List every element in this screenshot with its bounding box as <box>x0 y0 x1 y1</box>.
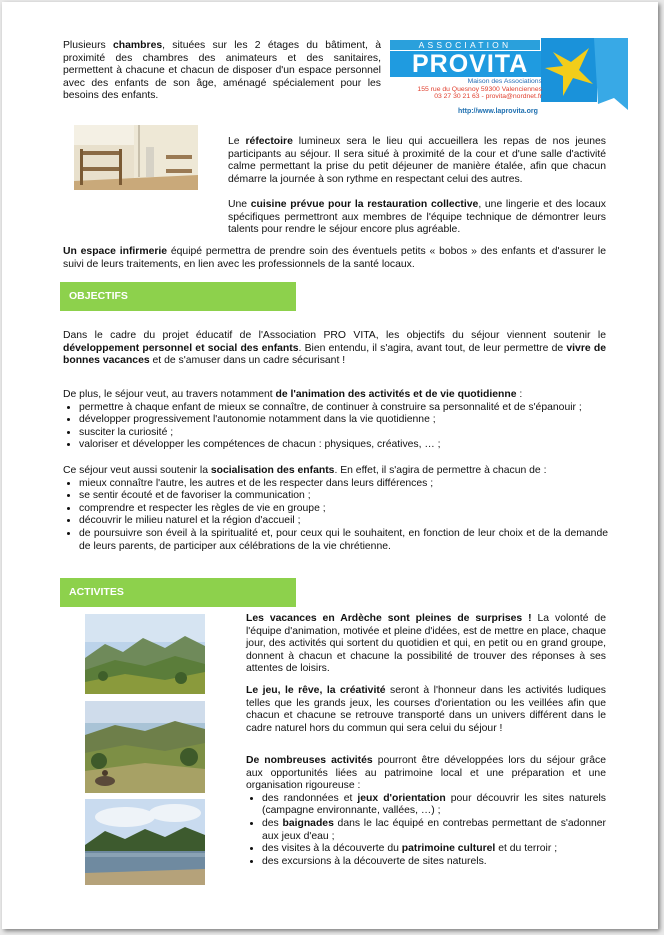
logo-url: http://www.laprovita.org <box>458 108 538 115</box>
list-item: • découvrir le milieu naturel et la région d'accueil ; <box>79 515 608 528</box>
logo-association-label: ASSOCIATION <box>390 40 540 50</box>
activites-jeu: Le jeu, le rêve, la créativité seront à l'honneur dans les activités ludiques telles que les grands jeux, les courses d'orientation ou les veillées afin que chacun et chacune se retrouve transporté dans un univers différent dans le cadre naturel hors du commun qui sera celui du séjour ! <box>246 685 606 734</box>
objectifs-heading: OBJECTIFS <box>60 282 296 311</box>
activites-heading: ACTIVITES <box>60 578 296 607</box>
star-icon <box>541 38 597 102</box>
refectoire-paragraph: Le réfectoire lumineux sera le lieu qui accueillera les repas de nos jeunes participants au séjour. Il sera situé à proximité de la cour et d'une salle d'activité calme permettant la prise du petit déjeuner de manière étalée, afin que chacun démarre la journée à son rythme en respectant celui des autres. <box>228 136 606 185</box>
objectifs-intro: Dans le cadre du projet éducatif de l'Association PRO VITA, les objectifs du séjour viennent soutenir le développement personnel et social des enfants. Bien entendu, il s'agira, avant tout, de leur permettre de vivre de bonnes vacances et de s'amuser dans un cadre sécurisant ! <box>63 330 607 367</box>
list-item: • des randonnées et jeux d'orientation pour découvrir les sites naturels (campagne environnante, vallées, …) ; <box>262 793 606 818</box>
cuisine-paragraph: Une cuisine prévue pour la restauration collective, une lingerie et des locaux spécifiques permettront aux membres de l'équipe technique de démontrer leurs talents pour rendre le séjour encore plus agréable. <box>228 199 606 236</box>
logo-swoosh <box>594 38 628 110</box>
list-item: • de poursuivre son éveil à la spiritualité et, pour ceux qui le souhaitent, en fonction de leur choix et de la demande de leurs parents, de participer aux célébrations de la vie chrétienne. <box>79 528 608 553</box>
mountain-valley-photo <box>85 614 205 694</box>
list-item: • valoriser et développer les compétences de chacun : physiques, créatives, … ; <box>79 439 608 452</box>
objectifs-socialisation: Ce séjour veut aussi soutenir la socialisation des enfants. En effet, il s'agira de permettre à chacun de : • mieux connaître l'autre, les autres et de les respecter dans leurs différences ; • se sentir écouté et de favoriser la communication ; • comprendre et respecter les règles de vie en groupe ; • découvrir le milieu naturel et la région d'accueil ; • de poursuivre son éveil à la spiritualité et, pour ceux qui le souhaitent, en fonction de leur choix et de la demande de leurs parents, de participer aux célébrations de la vie chrétienne. <box>63 465 608 553</box>
activites-surprises: Les vacances en Ardèche sont pleines de surprises ! La volonté de l'équipe d'animation, motivée et pleine d'idées, est de mettre en place, chaque jour, des activités qui sortent du quotidien et qui, en petit ou en grand groupe, donnent à chacun et chacune la possibilité de trouver des réponses à ses attentes de loisirs. <box>246 613 606 675</box>
dormitory-photo <box>74 125 198 190</box>
infirmerie-paragraph: Un espace infirmerie équipé permettra de prendre soin des éventuels petits « bobos » des enfants et d'assurer le suivi de leurs traitements, en lien avec les professionnels de la santé locaux. <box>63 246 606 270</box>
hikers-photo <box>85 701 205 793</box>
list-item: • susciter la curiosité ; <box>79 427 608 440</box>
logo-name: PROVITA <box>412 50 529 78</box>
list-item: • se sentir écouté et de favoriser la communication ; <box>79 490 608 503</box>
list-item: • des visites à la découverte du patrimoine culturel et du terroir ; <box>262 843 606 856</box>
list-item: • mieux connaître l'autre, les autres et de les respecter dans leurs différences ; <box>79 478 608 491</box>
activites-list <box>246 793 606 869</box>
list-item: • permettre à chaque enfant de mieux se connaître, de continuer à construire sa personnalité et de s'épanouir ; <box>79 402 608 415</box>
lake-photo <box>85 799 205 885</box>
intro-paragraph: Plusieurs chambres, situées sur les 2 étages du bâtiment, à proximité des chambres des animateurs et des sanitaires, permettent à chacune et chacun de disposer d'un espace personnel avec des enfants de son âge, aménagé spécialement pour les besoins des enfants. <box>63 40 381 102</box>
list-item: • des excursions à la découverte de sites naturels. <box>262 856 606 869</box>
logo-address: Maison des Associations 155 rue du Quesnoy 59300 Valenciennes 03 27 30 21 63 - provita@nordnet.fr <box>417 78 542 101</box>
objectifs-list-2 <box>63 478 608 554</box>
objectifs-list-1 <box>63 402 608 452</box>
list-item: • comprendre et respecter les règles de vie en groupe ; <box>79 503 608 516</box>
list-item: • des baignades dans le lac équipé en contrebas permettant de s'adonner aux jeux d'eau ; <box>262 818 606 843</box>
provita-logo <box>386 38 628 115</box>
activites-nombreuses: De nombreuses activités pourront être développées lors du séjour grâce aux opportunités liées au patrimoine local et une préparation et une organisation rigoureuse : • des randonnées et jeux d'orientation pour découvrir les sites naturels (campagne environnante, vallées, …) ; • des baignades dans le lac équipé en contrebas permettant de s'adonner aux jeux d'eau ; • des visites à la découverte du patrimoine culturel et du terroir ; • des excursions à la découverte de sites naturels. <box>246 755 606 868</box>
list-item: • développer progressivement l'autonomie notamment dans la vie quotidienne ; <box>79 414 608 427</box>
objectifs-animation: De plus, le séjour veut, au travers notamment de l'animation des activités et de vie quotidienne : • permettre à chaque enfant de mieux se connaître, de continuer à construire sa personnalité et de s'épanouir ; • développer progressivement l'autonomie notamment dans la vie quotidienne ; • susciter la curiosité ; • valoriser et développer les compétences de chacun : physiques, créatives, … ; <box>63 389 608 452</box>
